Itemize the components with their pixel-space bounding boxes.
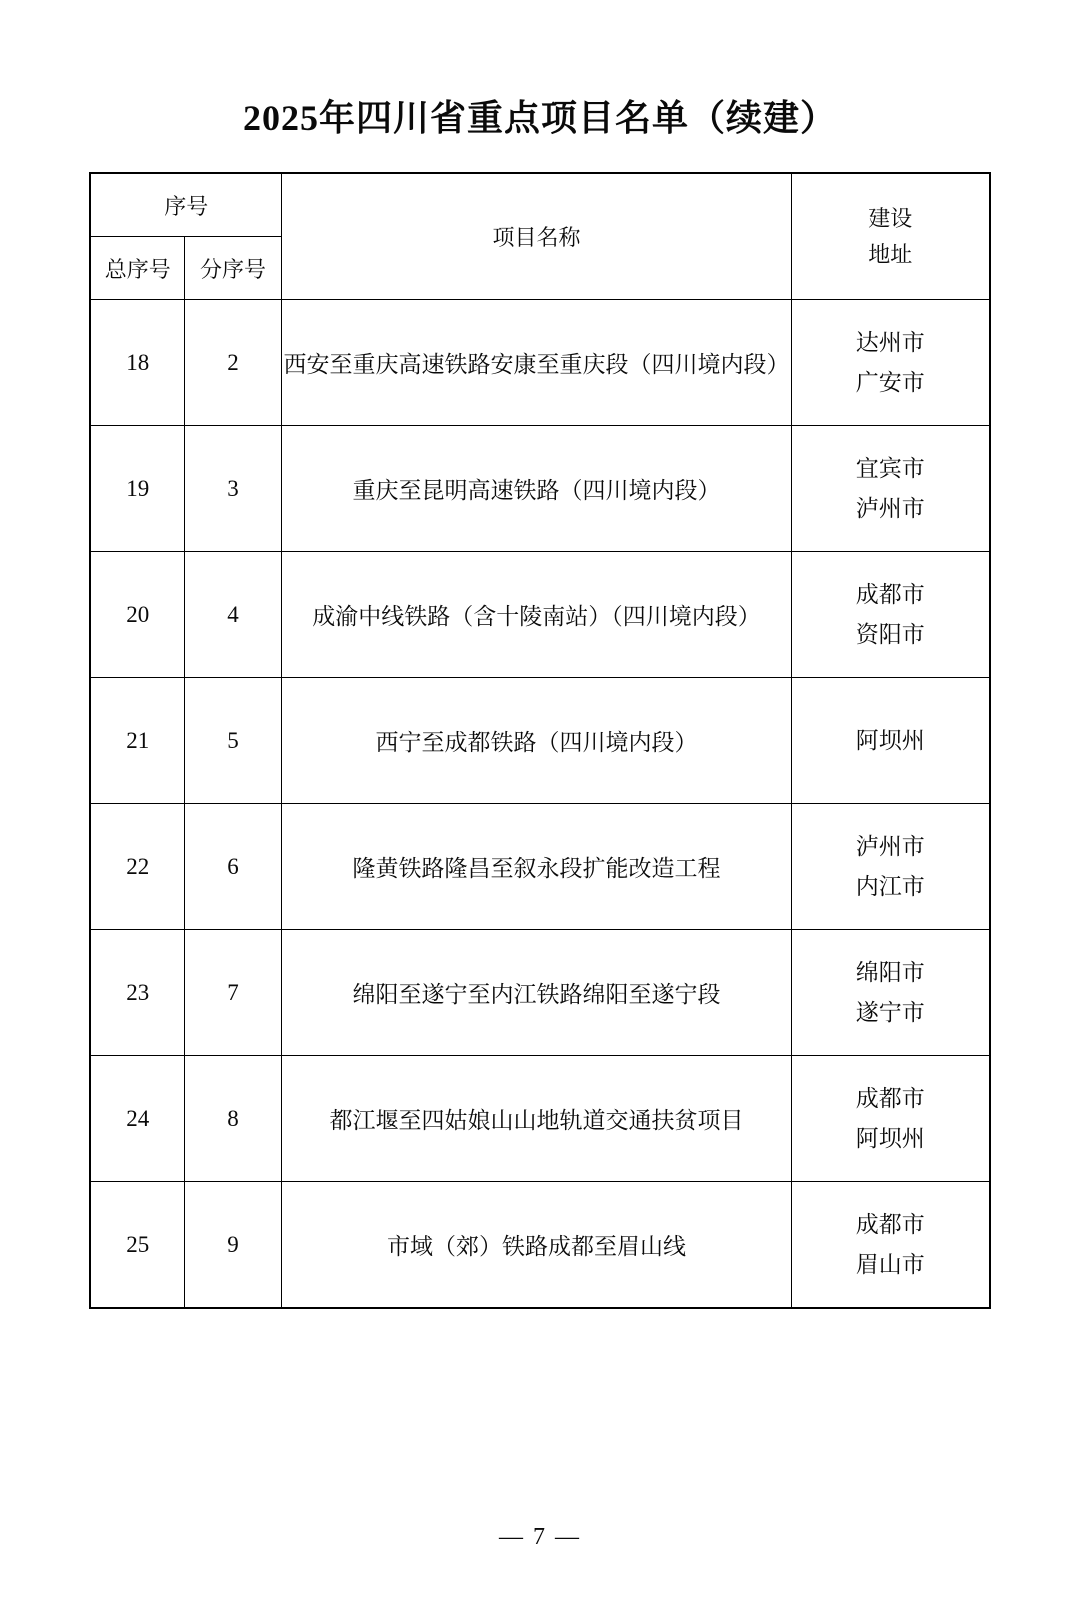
table-row: [90, 1056, 989, 1182]
cell-address: [792, 804, 990, 930]
cell-total-no: 23: [90, 930, 184, 1056]
cell-sub-no: 7: [184, 930, 281, 1056]
cell-project-name: 市域（郊）铁路成都至眉山线: [282, 1182, 792, 1309]
address-line: 遂宁市: [855, 999, 925, 1025]
header-sub-seq: 分序号: [184, 237, 281, 300]
cell-address: [792, 426, 990, 552]
address-line: 广安市: [855, 369, 925, 395]
address-line: 成都市: [855, 581, 925, 607]
address-line: 阿坝州: [855, 727, 925, 753]
cell-total-no: 25: [90, 1182, 184, 1309]
table-row: [90, 1182, 989, 1309]
address-line: 泸州市: [855, 833, 925, 859]
header-total-seq: 总序号: [90, 237, 184, 300]
cell-sub-no: 2: [184, 300, 281, 426]
table-row: [90, 426, 989, 552]
cell-project-name: 绵阳至遂宁至内江铁路绵阳至遂宁段: [282, 930, 792, 1056]
cell-total-no: 21: [90, 678, 184, 804]
cell-total-no: 22: [90, 804, 184, 930]
cell-address: [792, 930, 990, 1056]
address-line: 成都市: [855, 1085, 925, 1111]
cell-address: [792, 1182, 990, 1309]
address-line: 宜宾市: [855, 455, 925, 481]
address-line: 内江市: [855, 873, 925, 899]
cell-project-name: 成渝中线铁路（含十陵南站）（四川境内段）: [282, 552, 792, 678]
header-project-name: 项目名称: [282, 173, 792, 300]
cell-project-name: 都江堰至四姑娘山山地轨道交通扶贫项目: [282, 1056, 792, 1182]
cell-total-no: 20: [90, 552, 184, 678]
table-row: [90, 930, 989, 1056]
cell-sub-no: 3: [184, 426, 281, 552]
cell-total-no: 24: [90, 1056, 184, 1182]
table-row: [90, 678, 989, 804]
header-seq-group: 序号: [90, 173, 281, 237]
cell-project-name: 西安至重庆高速铁路安康至重庆段（四川境内段）: [282, 300, 792, 426]
cell-total-no: 19: [90, 426, 184, 552]
table-header-row-1: [90, 173, 989, 237]
address-line: 资阳市: [855, 621, 925, 647]
address-line: 泸州市: [855, 495, 925, 521]
cell-sub-no: 9: [184, 1182, 281, 1309]
cell-address: [792, 1056, 990, 1182]
cell-total-no: 18: [90, 300, 184, 426]
header-address-line-1: 建设: [868, 205, 913, 231]
address-line: 成都市: [855, 1211, 925, 1237]
cell-sub-no: 8: [184, 1056, 281, 1182]
address-line: 绵阳市: [855, 959, 925, 985]
projects-table: [89, 172, 990, 1309]
address-line: 眉山市: [855, 1251, 925, 1277]
cell-address: [792, 552, 990, 678]
header-address: [792, 173, 990, 300]
cell-sub-no: 6: [184, 804, 281, 930]
table-row: [90, 552, 989, 678]
cell-project-name: 西宁至成都铁路（四川境内段）: [282, 678, 792, 804]
page-title: 2025年四川省重点项目名单（续建）: [242, 98, 837, 138]
cell-address: [792, 300, 990, 426]
cell-sub-no: 5: [184, 678, 281, 804]
cell-project-name: 重庆至昆明高速铁路（四川境内段）: [282, 426, 792, 552]
table-row: [90, 804, 989, 930]
table-row: [90, 300, 989, 426]
page-number: — 7 —: [499, 1524, 581, 1550]
address-line: 达州市: [855, 329, 925, 355]
cell-sub-no: 4: [184, 552, 281, 678]
header-address-line-2: 地址: [868, 241, 913, 267]
cell-project-name: 隆黄铁路隆昌至叙永段扩能改造工程: [282, 804, 792, 930]
cell-address: [792, 678, 990, 804]
address-line: 阿坝州: [855, 1125, 925, 1151]
